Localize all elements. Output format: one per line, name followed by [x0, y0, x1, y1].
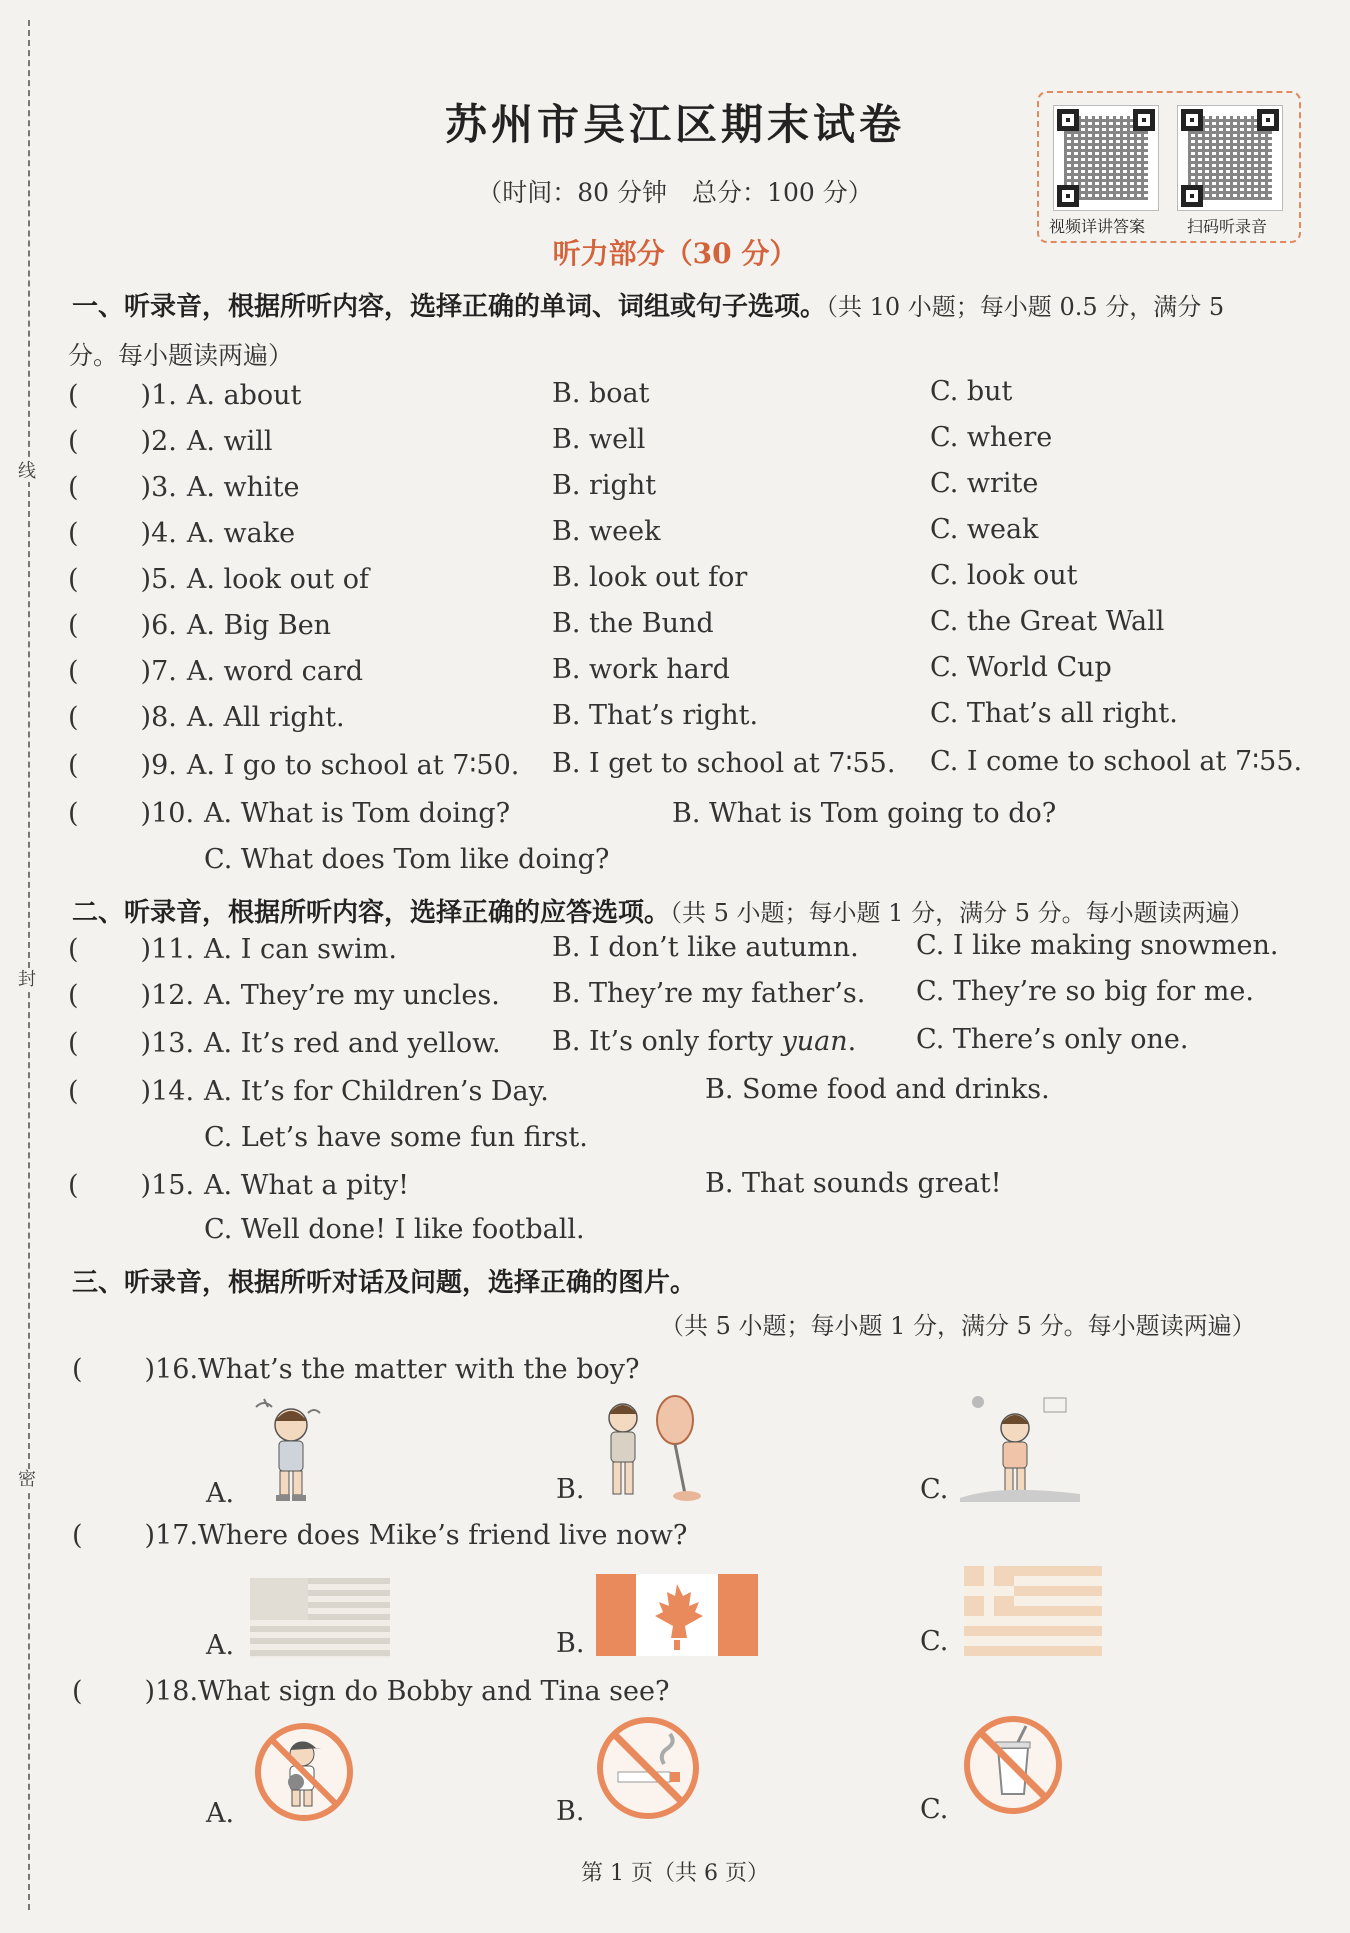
qr-code-panel — [1037, 91, 1301, 243]
question-12: ( )12. A. They’re my uncles. — [68, 980, 500, 1011]
option-5-c: C. look out — [930, 560, 1078, 591]
page-footer: 第 1 页（共 6 页） — [581, 1861, 769, 1886]
section-title: 听力部分（30 分） — [552, 237, 798, 270]
option-7-c: C. World Cup — [930, 652, 1112, 683]
picture-18c-no-drinks-sign[interactable] — [960, 1712, 1066, 1818]
pic-label-18c: C. — [920, 1794, 949, 1825]
picture-17c-greece-flag[interactable] — [964, 1566, 1102, 1656]
part2-heading: 二、听录音，根据所听内容，选择正确的应答选项。（共 5 小题；每小题 1 分，满分 5 分。每小题读两遍） — [72, 898, 1254, 928]
question-13: ( )13. A. It’s red and yellow. — [68, 1028, 501, 1059]
question-6: ( )6. A. Big Ben — [68, 610, 332, 641]
question-16: ( )16.What’s the matter with the boy? — [72, 1354, 640, 1385]
option-12-b: B. They’re my father’s. — [552, 978, 866, 1009]
option-10-c: C. What does Tom like doing? — [204, 844, 610, 875]
question-9: ( )9. A. I go to school at 7∶50. — [68, 750, 520, 781]
pic-label-17a: A. — [206, 1630, 235, 1661]
question-17: ( )17.Where does Mike’s friend live now? — [72, 1520, 688, 1551]
qr-code-audio[interactable] — [1177, 105, 1283, 211]
pic-label-16c: C. — [920, 1474, 949, 1505]
time-score-info: （时间：80 分钟 总分：100 分） — [477, 178, 873, 207]
option-11-c: C. I like making snowmen. — [916, 930, 1279, 961]
option-3-c: C. write — [930, 468, 1039, 499]
answer-blank[interactable]: ( ) — [68, 426, 152, 457]
option-8-b: B. That’s right. — [552, 700, 759, 731]
picture-17b-canada-flag[interactable] — [596, 1574, 758, 1656]
qr-code-video[interactable] — [1053, 105, 1159, 211]
question-18: ( )18.What sign do Bobby and Tina see? — [72, 1676, 670, 1707]
answer-blank[interactable]: ( ) — [72, 1520, 156, 1551]
question-15: ( )15. A. What a pity! — [68, 1170, 409, 1201]
option-3-b: B. right — [552, 470, 657, 501]
option-9-b: B. I get to school at 7∶55. — [552, 748, 896, 779]
pic-label-17c: C. — [920, 1626, 949, 1657]
answer-blank[interactable]: ( ) — [68, 750, 152, 781]
question-14: ( )14. A. It’s for Children’s Day. — [68, 1076, 549, 1107]
option-7-b: B. work hard — [552, 654, 730, 685]
question-7: ( )7. A. word card — [68, 656, 364, 687]
answer-blank[interactable]: ( ) — [68, 472, 152, 503]
pic-label-16a: A. — [206, 1478, 235, 1509]
part2-note: （共 5 小题；每小题 1 分，满分 5 分。每小题读两遍） — [670, 899, 1254, 927]
answer-blank[interactable]: ( ) — [68, 518, 152, 549]
option-13-c: C. There’s only one. — [916, 1024, 1189, 1055]
answer-blank[interactable]: ( ) — [68, 934, 152, 965]
option-4-b: B. week — [552, 516, 661, 547]
margin-char-mi: 密 — [18, 1469, 36, 1490]
question-11: ( )11. A. I can swim. — [68, 934, 397, 965]
option-5-b: B. look out for — [552, 562, 748, 593]
question-2: ( )2. A. will — [68, 426, 273, 457]
answer-blank[interactable]: ( ) — [68, 1170, 152, 1201]
option-12-c: C. They’re so big for me. — [916, 976, 1254, 1007]
option-4-c: C. weak — [930, 514, 1039, 545]
option-10-b: B. What is Tom going to do? — [672, 798, 1057, 829]
question-1: ( )1. A. about — [68, 380, 302, 411]
margin-char-xian: 线 — [18, 461, 36, 482]
option-15-c: C. Well done! I like football. — [204, 1214, 585, 1245]
answer-blank[interactable]: ( ) — [68, 798, 152, 829]
pic-label-16b: B. — [556, 1474, 585, 1505]
picture-18b-no-smoking-sign[interactable] — [594, 1714, 702, 1822]
question-5: ( )5. A. look out of — [68, 564, 369, 595]
option-6-c: C. the Great Wall — [930, 606, 1165, 637]
answer-blank[interactable]: ( ) — [68, 980, 152, 1011]
page-title: 苏州市吴江区期末试卷 — [444, 100, 905, 149]
answer-blank[interactable]: ( ) — [68, 656, 152, 687]
picture-17a-usa-flag[interactable] — [250, 1578, 390, 1658]
binding-dashed-line — [28, 20, 30, 1910]
option-13-b: B. It’s only forty yuan. — [552, 1026, 857, 1057]
answer-blank[interactable]: ( ) — [68, 1076, 152, 1107]
answer-blank[interactable]: ( ) — [68, 380, 152, 411]
option-2-c: C. where — [930, 422, 1053, 453]
part1-note: （共 10 小题；每小题 0.5 分，满分 5 — [826, 293, 1225, 321]
qr-label-audio: 扫码听录音 — [1187, 217, 1268, 236]
question-8: ( )8. A. All right. — [68, 702, 345, 733]
picture-18a-no-ball-games-sign[interactable] — [252, 1720, 356, 1824]
answer-blank[interactable]: ( ) — [68, 702, 152, 733]
pic-label-18b: B. — [556, 1796, 585, 1827]
picture-16a-sneezing-boy[interactable] — [246, 1395, 336, 1505]
answer-blank[interactable]: ( ) — [72, 1354, 156, 1385]
picture-16c-boy-hot-sun[interactable] — [960, 1390, 1080, 1502]
option-14-c: C. Let’s have some fun first. — [204, 1122, 588, 1153]
option-15-b: B. That sounds great! — [705, 1168, 1002, 1199]
option-11-b: B. I don’t like autumn. — [552, 932, 859, 963]
option-8-c: C. That’s all right. — [930, 698, 1178, 729]
option-9-c: C. I come to school at 7∶55. — [930, 746, 1303, 777]
picture-16b-boy-with-fan[interactable] — [595, 1390, 715, 1505]
pic-label-17b: B. — [556, 1628, 585, 1659]
question-3: ( )3. A. white — [68, 472, 300, 503]
qr-label-video: 视频详讲答案 — [1049, 217, 1146, 236]
option-14-b: B. Some food and drinks. — [705, 1074, 1050, 1105]
part3-note: （共 5 小题；每小题 1 分，满分 5 分。每小题读两遍） — [660, 1312, 1256, 1340]
option-1-b: B. boat — [552, 378, 650, 409]
pic-label-18a: A. — [206, 1798, 235, 1829]
option-1-c: C. but — [930, 376, 1013, 407]
question-4: ( )4. A. wake — [68, 518, 296, 549]
option-2-b: B. well — [552, 424, 646, 455]
answer-blank[interactable]: ( ) — [72, 1676, 156, 1707]
question-10: ( )10. A. What is Tom doing? — [68, 798, 511, 829]
answer-blank[interactable]: ( ) — [68, 610, 152, 641]
margin-char-feng: 封 — [18, 969, 36, 990]
option-6-b: B. the Bund — [552, 608, 714, 639]
answer-blank[interactable]: ( ) — [68, 1028, 152, 1059]
part1-note-cont: 分。每小题读两遍） — [68, 341, 294, 370]
part1-heading: 一、听录音，根据所听内容，选择正确的单词、词组或句子选项。（共 10 小题；每小题 0.5 分，满分 5 — [72, 292, 1225, 322]
answer-blank[interactable]: ( ) — [68, 564, 152, 595]
part3-heading: 三、听录音，根据所听对话及问题，选择正确的图片。 — [72, 1268, 697, 1298]
